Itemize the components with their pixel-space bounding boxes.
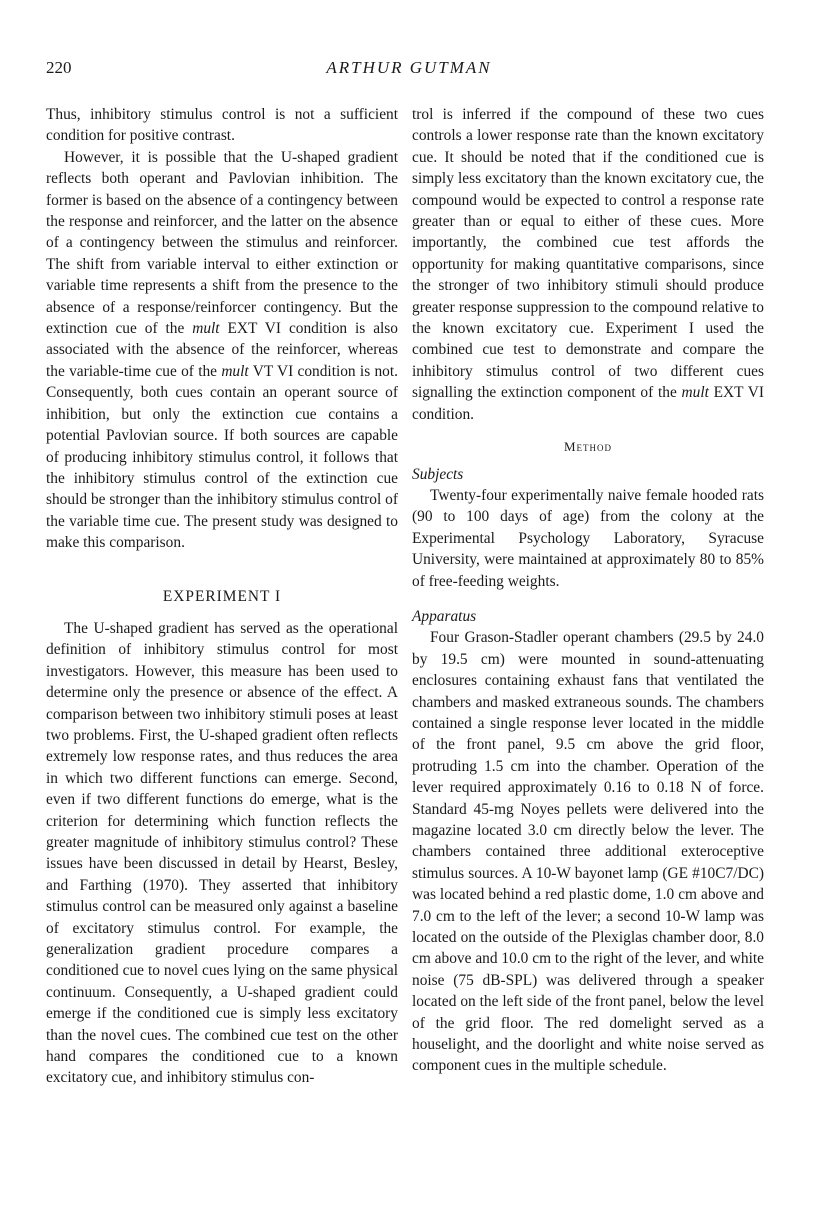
experiment-heading: EXPERIMENT I: [162, 587, 282, 605]
paragraph: Thus, inhibitory stimulus control is not a sufficient condition for positive contrast.: [46, 106, 398, 145]
paragraph: The U-shaped gradient has served as the operational definition of inhibitory stimulus control for most investigators. However, this measure has been used to determine only the presence or absence of the effect. A comparison between two inhibitory stimuli poses at least two problems. First, the U-shaped gradient often reflects extremely low response rates, and thus reduces the area in which two different functions can emerge. Second, even if two different functions do emerge, what is the criterion for determining which function reflects the greater magnitude of inhibitory stimulus control? These issues have been discussed in detail by Hearst, Besley, and Farthing (1970). They asserted that inhibitory stimulus control can be measured only against a baseline of excitatory stimulus control. For example, the generalization gradient procedure compares a conditioned cue to novel cues lying on the same physical continuum. Consequently, a U-shaped gradient could emerge if the conditioned cue is simply less excitatory than the novel cues. The combined cue test on the other hand compares the conditioned cue to a known excitatory cue, and inhibitory stimulus con-: [46, 619, 398, 1087]
text-run: EXT VI condition.: [412, 384, 764, 423]
running-head: ARTHUR GUTMAN: [326, 58, 492, 77]
paragraph: Four Grason-Stadler operant chambers (29.5 by 24.0 by 19.5 cm) were mounted in sound-attenuating enclosures containing exhaust fans that ventilated the chambers and masked extraneous sounds. The chambers contained a single response lever located in the middle of the front panel, 9.5 cm above the grid floor, protruding 1.5 cm into the chamber. Operation of the lever required approximately 0.16 to 0.18 N of force. Standard 45-mg Noyes pellets were delivered into the magazine located 3.0 cm directly below the lever. The chambers contained three additional exteroceptive stimulus sources. A 10-W bayonet lamp (GE #10C7/DC) was located behind a red plastic dome, 1.0 cm above and 7.0 cm to the left of the lever; a second 10-W lamp was located on the outside of the Plexiglas chamber door, 8.0 cm above and 10.0 cm to the right of the lever, and white noise (75 dB-SPL) was delivered through a speaker located on the left side of the front panel, below the level of the grid floor. The red domelight served as a houselight, and the doorlight and white noise served as component cues in the multiple schedule.: [412, 629, 764, 1075]
right-column: [412, 104, 764, 1077]
text-run: trol is inferred if the compound of these two cues controls a lower response rate than the known excitatory cue. It should be noted that if the conditioned cue is simply less excitatory than the known excitatory cue, the compound would be expected to control a response rate greater than or equal to either of these cues. More importantly, the combined cue test affords the opportunity for making quantitative comparisons, since the stronger of two inhibitory stimuli should produce greater response suppression to the compound relative to the known excitatory cue. Experiment I used the combined cue test to demonstrate and compare the inhibitory stimulus control of two different cues signalling the extinction component of the: [412, 106, 764, 402]
paragraph: [46, 147, 398, 554]
page-number: 220: [46, 58, 72, 77]
page-header: [46, 58, 772, 84]
text-run: VT VI condition is not. Consequently, both cues contain an operant source of inhibition, but only the extinction cue contains a potential Pavlovian source. If both sources are capable of producing inhibitory stimulus control, it follows that the inhibitory stimulus control of the extinction cue should be stronger than the inhibitory stimulus control of the variable time cue. The present study was designed to make this comparison.: [46, 362, 399, 552]
method-heading: Method: [563, 439, 613, 455]
paragraph: Twenty-four experimentally naive female hooded rats (90 to 100 days of age) from the colony at the Experimental Psychology Laboratory, Syracuse University, were maintained at approximately 80 to 85% of free-feeding weights.: [412, 486, 764, 590]
text-run: EXT VI condition is also associated with the absence of the reinforcer, whereas the variable-time cue of the: [46, 320, 398, 380]
subjects-heading: Subjects: [412, 465, 464, 483]
italic-term: mult: [192, 320, 220, 338]
italic-term: mult: [681, 384, 709, 402]
paragraph: [412, 104, 764, 425]
left-column: [46, 104, 398, 1089]
text-run: However, it is possible that the U-shaped gradient reflects both operant and Pavlovian inhibition. The former is based on the absence of a contingency between the response and reinforcer, and the latter on the absence of a contingency between the stimulus and reinforcer. The shift from variable interval to either extinction or variable time represents a shift from the presence to the absence of a response/reinforcer contingency. But the extinction cue of the: [46, 148, 398, 338]
italic-term: mult: [221, 362, 249, 380]
apparatus-heading: Apparatus: [412, 607, 477, 625]
